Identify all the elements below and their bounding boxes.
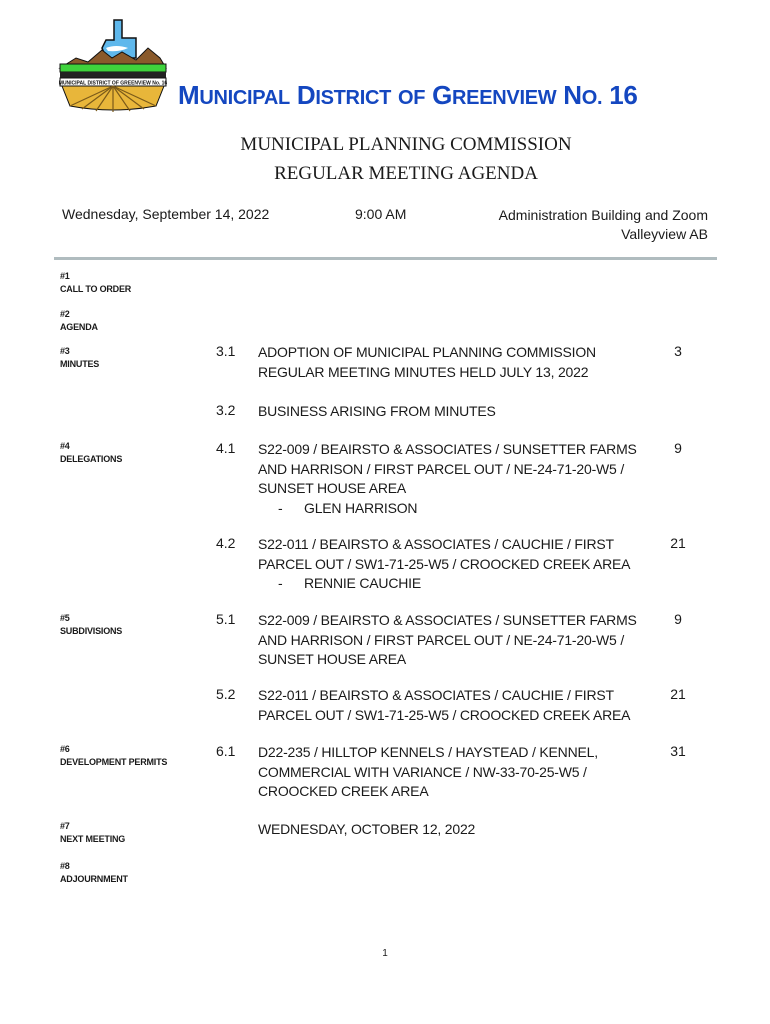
- agenda-item-text: ADOPTION OF MUNICIPAL PLANNING COMMISSION REGULAR MEETING MINUTES HELD JULY 13, 2022: [258, 344, 596, 380]
- agenda-item-page: 3: [674, 343, 682, 359]
- section-minutes: #3 MINUTES: [60, 346, 100, 369]
- agenda-item-number: 3.2: [216, 402, 236, 418]
- agenda-item-number: 4.2: [216, 535, 236, 551]
- section-call-to-order: #1 CALL TO ORDER: [60, 271, 132, 294]
- agenda-item-number: 5.1: [216, 611, 236, 627]
- agenda-item-text: S22-009 / BEAIRSTO & ASSOCIATES / SUNSETTER FARMS AND HARRISON / FIRST PARCEL OUT / NE-24-71-20-W5 / SUNSET HOUSE AREA - GLEN HARRISON: [258, 440, 648, 518]
- header-divider: [54, 257, 717, 260]
- section-subdivisions: #5 SUBDIVISIONS: [60, 613, 123, 636]
- section-agenda: #2 AGENDA: [60, 309, 98, 332]
- delegate-name: - RENNIE CAUCHIE: [278, 575, 421, 591]
- district-logo-icon: [56, 18, 180, 114]
- agenda-item-number: 4.1: [216, 440, 236, 456]
- agenda-item-page: 31: [670, 743, 686, 759]
- document-title: [0, 130, 770, 188]
- agenda-item-text: BUSINESS ARISING FROM MINUTES: [258, 403, 496, 419]
- agenda-item-text: D22-235 / HILLTOP KENNELS / HAYSTEAD / KENNEL, COMMERCIAL WITH VARIANCE / NW-33-70-25-W5 / CROOCKED CREEK AREA: [258, 744, 598, 799]
- agenda-item-text: S22-011 / BEAIRSTO & ASSOCIATES / CAUCHIE / FIRST PARCEL OUT / SW1-71-25-W5 / CROOCKED CREEK AREA - RENNIE CAUCHIE: [258, 535, 648, 594]
- section-delegations: #4 DELEGATIONS: [60, 441, 123, 464]
- meeting-location: [499, 206, 708, 244]
- agenda-item-number: 6.1: [216, 743, 236, 759]
- meeting-time: 9:00 AM: [355, 206, 407, 222]
- agenda-item-number: 5.2: [216, 686, 236, 702]
- agenda-item-page: 21: [670, 535, 686, 551]
- document-title-line2: REGULAR MEETING AGENDA: [274, 163, 538, 184]
- district-logo: [56, 18, 180, 114]
- section-adjournment: #8 ADJOURNMENT: [60, 861, 128, 884]
- section-next-meeting: #7 NEXT MEETING: [60, 821, 126, 844]
- document-title-line1: MUNICIPAL PLANNING COMMISSION: [240, 134, 572, 155]
- agenda-item-page: 9: [674, 440, 682, 456]
- meeting-date: Wednesday, September 14, 2022: [62, 206, 270, 222]
- svg-text:MUNICIPAL DISTRICT OF GREENVIE: MUNICIPAL DISTRICT OF GREENVIEW No. 16: [58, 80, 168, 87]
- meeting-location-line1: Administration Building and Zoom: [498, 207, 708, 223]
- agenda-item-number: 3.1: [216, 343, 236, 359]
- agenda-item-page: 21: [670, 686, 686, 702]
- section-development-permits: #6 DEVELOPMENT PERMITS: [60, 744, 168, 767]
- organization-title: MUNICIPAL DISTRICT OF GREENVIEW NO. 16: [178, 80, 638, 110]
- agenda-item-page: 9: [674, 611, 682, 627]
- meeting-location-line2: Valleyview AB: [621, 226, 708, 242]
- next-meeting-date: WEDNESDAY, OCTOBER 12, 2022: [258, 821, 476, 837]
- agenda-item-text: S22-011 / BEAIRSTO & ASSOCIATES / CAUCHIE / FIRST PARCEL OUT / SW1-71-25-W5 / CROOCKED CREEK AREA: [258, 687, 631, 723]
- agenda-item-text: S22-009 / BEAIRSTO & ASSOCIATES / SUNSETTER FARMS AND HARRISON / FIRST PARCEL OUT / NE-24-71-20-W5 / SUNSET HOUSE AREA: [258, 612, 637, 667]
- delegate-name: - GLEN HARRISON: [278, 499, 418, 516]
- page-number: 1: [382, 948, 388, 959]
